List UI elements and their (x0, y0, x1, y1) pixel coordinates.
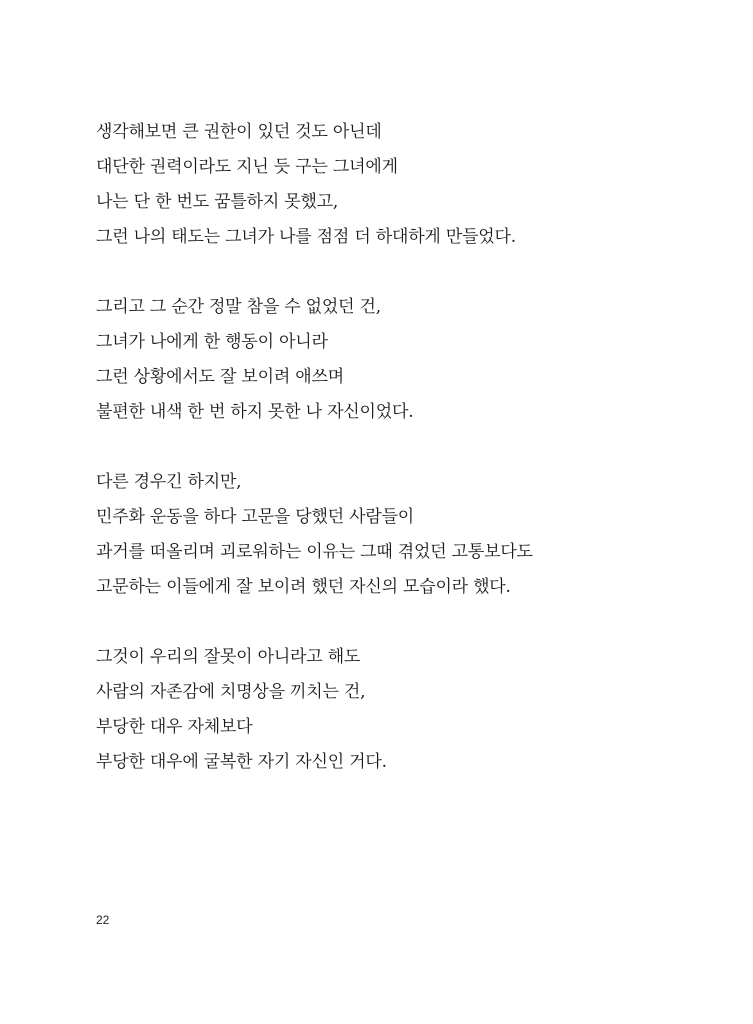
text-line: 그것이 우리의 잘못이 아니라고 해도 (96, 647, 361, 667)
text-line: 그녀가 나에게 한 행동이 아니라 (96, 332, 328, 352)
text-line: 불편한 내색 한 번 하지 못한 나 자신이었다. (96, 402, 414, 422)
text-line: 대단한 권력이라도 지닌 듯 구는 그녀에게 (96, 157, 398, 177)
text-line: 그런 상황에서도 잘 보이려 애쓰며 (96, 367, 344, 387)
text-line: 과거를 떠올리며 괴로워하는 이유는 그때 겪었던 고통보다도 (96, 542, 533, 562)
text-line: 나는 단 한 번도 꿈틀하지 못했고, (96, 192, 339, 212)
text-line: 생각해보면 큰 권한이 있던 것도 아닌데 (96, 122, 382, 142)
stanza-1 (96, 115, 696, 255)
stanza-3 (96, 465, 696, 605)
stanza-4 (96, 640, 696, 780)
page-body (96, 115, 696, 815)
text-line: 그리고 그 순간 정말 참을 수 없었던 건, (96, 297, 381, 317)
text-line: 고문하는 이들에게 잘 보이려 했던 자신의 모습이라 했다. (96, 577, 511, 597)
stanza-2 (96, 290, 696, 430)
text-line: 민주화 운동을 하다 고문을 당했던 사람들이 (96, 507, 415, 527)
text-line: 그런 나의 태도는 그녀가 나를 점점 더 하대하게 만들었다. (96, 227, 516, 247)
page-number: 22 (96, 913, 110, 927)
text-line: 사람의 자존감에 치명상을 끼치는 건, (96, 682, 366, 702)
text-line: 부당한 대우에 굴복한 자기 자신인 거다. (96, 752, 387, 772)
text-line: 다른 경우긴 하지만, (96, 472, 242, 492)
text-line: 부당한 대우 자체보다 (96, 717, 253, 737)
